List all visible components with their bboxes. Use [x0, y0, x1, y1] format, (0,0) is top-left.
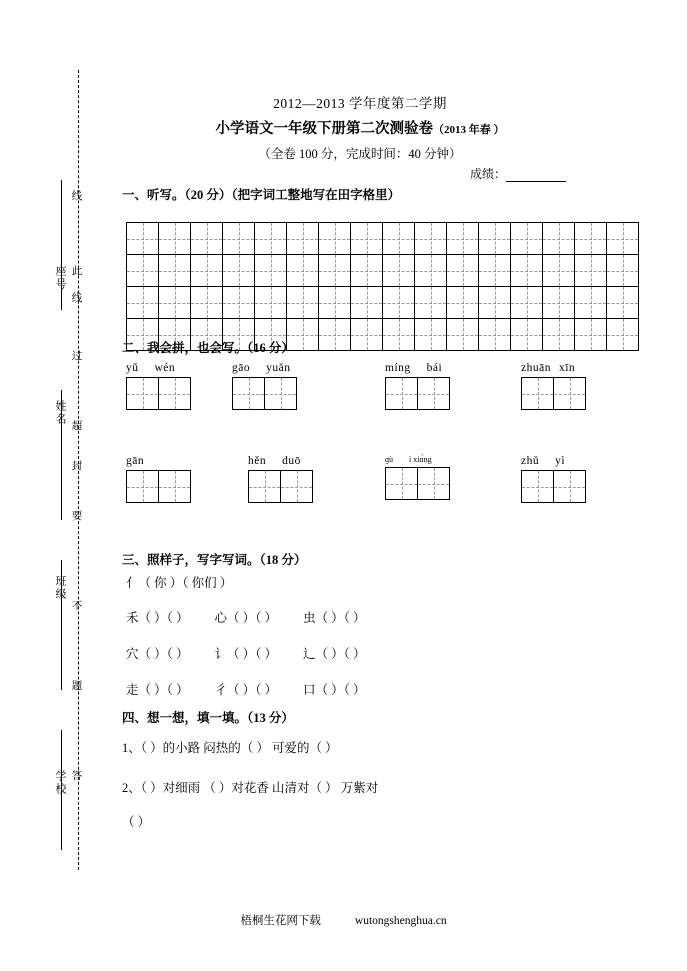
pinyin-label [232, 362, 297, 374]
seal-label-name: 姓名 [54, 400, 66, 426]
pinyin-group-1[interactable] [126, 362, 191, 410]
dictation-cell[interactable] [478, 254, 511, 287]
pinyin-group-5[interactable] [126, 455, 191, 503]
dictation-cell[interactable] [606, 222, 639, 255]
dictation-cell[interactable] [350, 222, 383, 255]
pinyin-syllable-a: gān [126, 455, 145, 467]
dictation-cell[interactable] [574, 254, 607, 287]
answer-cell[interactable] [280, 470, 313, 503]
score-blank[interactable] [506, 169, 566, 182]
dictation-cell[interactable] [222, 222, 255, 255]
answer-cell[interactable] [521, 470, 554, 503]
school-year-term: 2012—2013 学年度第二学期 [273, 96, 447, 111]
radical-row-2[interactable] [126, 644, 366, 662]
pinyin-label [126, 362, 191, 374]
pinyin-syllable-a: gāo [232, 362, 251, 374]
pinyin-label [521, 362, 586, 374]
pinyin-label [385, 455, 450, 464]
dictation-cell[interactable] [542, 286, 575, 319]
radical-item[interactable]: 虫（ ）（ ） [303, 611, 366, 625]
dictation-cell[interactable] [606, 318, 639, 351]
fill-line-3[interactable]: （ ） [122, 815, 151, 829]
pinyin-syllable-b: duō [282, 455, 301, 467]
radical-row-3[interactable] [126, 680, 366, 698]
dictation-cell[interactable] [286, 254, 319, 287]
pinyin-answer-boxes[interactable] [521, 377, 586, 410]
pinyin-group-4[interactable] [521, 362, 586, 410]
answer-cell[interactable] [417, 467, 450, 500]
dictation-cell[interactable] [158, 286, 191, 319]
exam-info: （全卷 100 分，完成时间：40 分钟） [258, 147, 462, 161]
section-1-title: 一、听写。（20 分）（把字词工整地写在田字格里） [122, 188, 401, 202]
dictation-grid[interactable] [126, 222, 639, 351]
pinyin-syllable-a: zhǔ [521, 455, 540, 467]
dictation-cell[interactable] [190, 254, 223, 287]
dictation-grid-row[interactable] [126, 286, 639, 319]
answer-cell[interactable] [126, 470, 159, 503]
pinyin-syllable-a: ɡù [385, 455, 393, 464]
radical-item[interactable]: 辶（ ）（ ） [303, 647, 366, 661]
dictation-cell[interactable] [254, 286, 287, 319]
seal-notice-char-9: 题 [70, 680, 82, 693]
dictation-cell[interactable] [478, 318, 511, 351]
pinyin-label [521, 455, 586, 467]
pinyin-answer-boxes[interactable] [248, 470, 313, 503]
answer-cell[interactable] [232, 377, 265, 410]
dictation-cell[interactable] [126, 222, 159, 255]
pinyin-syllable-a: míng [385, 362, 411, 374]
radical-item[interactable]: 禾（ ）（ ） [126, 611, 189, 625]
radical-item[interactable]: 口（ ）（ ） [303, 683, 366, 697]
section-2-title: 二、我会拼，也会写。（16 分） [122, 341, 294, 355]
dictation-cell[interactable] [350, 286, 383, 319]
pinyin-syllable-b: ì xiɑ̀ng [409, 455, 432, 464]
pinyin-answer-boxes[interactable] [126, 377, 191, 410]
pinyin-syllable-a: yǔ [126, 362, 139, 374]
pinyin-label [126, 455, 191, 467]
dictation-cell[interactable] [606, 286, 639, 319]
dictation-cell[interactable] [510, 318, 543, 351]
pinyin-syllable-b: xīn [558, 362, 576, 374]
dictation-cell[interactable] [126, 254, 159, 287]
seal-label-school: 学校 [54, 770, 66, 796]
pinyin-group-3[interactable] [385, 362, 450, 410]
footer-site-url: wutongshenghua.cn [354, 915, 447, 927]
answer-cell[interactable] [521, 377, 554, 410]
dictation-cell[interactable] [574, 318, 607, 351]
dictation-cell[interactable] [382, 254, 415, 287]
pinyin-group-2[interactable] [232, 362, 297, 410]
radical-item[interactable]: 穴（ ）（ ） [126, 647, 189, 661]
answer-cell[interactable] [158, 470, 191, 503]
dictation-cell[interactable] [382, 222, 415, 255]
dictation-cell[interactable] [318, 318, 351, 351]
pinyin-answer-boxes[interactable] [385, 467, 450, 500]
seal-notice-char-7: 要 [70, 510, 82, 523]
page-title-main: 小学语文一年级下册第二次测验卷 [215, 121, 433, 137]
pinyin-syllable-b: yì [555, 455, 566, 467]
pinyin-syllable-a: hěn [248, 455, 267, 467]
answer-cell[interactable] [385, 467, 418, 500]
dictation-cell[interactable] [478, 286, 511, 319]
dictation-cell[interactable] [318, 286, 351, 319]
pinyin-syllable-b: bái [426, 362, 443, 374]
dictation-cell[interactable] [350, 318, 383, 351]
seal-notice-char-10: 答 [70, 770, 82, 783]
pinyin-label [248, 455, 313, 467]
section-3-title: 三、照样子，写字写词。（18 分） [122, 553, 307, 567]
pinyin-label [385, 362, 450, 374]
seal-notice-char-6: 封 [70, 460, 82, 473]
answer-cell[interactable] [553, 377, 586, 410]
dictation-cell[interactable] [478, 222, 511, 255]
answer-cell[interactable] [417, 377, 450, 410]
seal-notice-char-3: 线 [70, 292, 82, 305]
pinyin-syllable-b: wén [154, 362, 176, 374]
section-4-title: 四、想一想，填一填。（13 分） [122, 711, 294, 725]
pinyin-group-7[interactable] [385, 455, 450, 500]
dictation-cell[interactable] [414, 254, 447, 287]
dictation-cell[interactable] [510, 286, 543, 319]
radical-item[interactable]: 走（ ）（ ） [126, 683, 189, 697]
dictation-cell[interactable] [542, 318, 575, 351]
page-title [120, 117, 600, 138]
dictation-cell[interactable] [318, 222, 351, 255]
dictation-cell[interactable] [574, 286, 607, 319]
dictation-cell[interactable] [542, 254, 575, 287]
pinyin-answer-boxes[interactable] [232, 377, 297, 410]
dictation-cell[interactable] [446, 318, 479, 351]
fill-line-2[interactable]: 2、（ ）对细雨 （ ）对花香 山清对（ ） 万紫对 [122, 781, 379, 795]
dictation-cell[interactable] [126, 286, 159, 319]
footer [0, 912, 687, 928]
page-title-sub: （2013 年春 ） [433, 124, 505, 136]
seal-label-seat-number: 座号 [54, 265, 66, 291]
dictation-cell[interactable] [286, 286, 319, 319]
dictation-grid-row[interactable] [126, 254, 639, 287]
dictation-cell[interactable] [158, 222, 191, 255]
dictation-cell[interactable] [510, 222, 543, 255]
seal-notice-char-1: 线 [70, 190, 82, 203]
answer-cell[interactable] [553, 470, 586, 503]
dictation-cell[interactable] [446, 286, 479, 319]
dictation-cell[interactable] [510, 254, 543, 287]
dictation-cell[interactable] [222, 286, 255, 319]
answer-cell[interactable] [248, 470, 281, 503]
dictation-cell[interactable] [286, 222, 319, 255]
pinyin-group-8[interactable] [521, 455, 586, 503]
dictation-cell[interactable] [350, 254, 383, 287]
pinyin-syllable-b: yuǎn [266, 362, 291, 374]
pinyin-answer-boxes[interactable] [521, 470, 586, 503]
answer-cell[interactable] [385, 377, 418, 410]
dictation-cell[interactable] [446, 254, 479, 287]
pinyin-group-6[interactable] [248, 455, 313, 503]
dictation-cell[interactable] [542, 222, 575, 255]
dictation-cell[interactable] [158, 254, 191, 287]
answer-cell[interactable] [158, 377, 191, 410]
dictation-cell[interactable] [414, 318, 447, 351]
dictation-cell[interactable] [606, 254, 639, 287]
seal-strip [56, 70, 96, 870]
seal-notice-char-5: 超 [70, 420, 82, 433]
dictation-cell[interactable] [414, 286, 447, 319]
seal-notice-char-4: 过 [70, 350, 82, 363]
dictation-cell[interactable] [318, 254, 351, 287]
footer-site-name: 梧桐生花网下载 [240, 915, 321, 927]
radical-item[interactable]: 讠（ ）（ ） [214, 647, 278, 661]
radical-item[interactable]: 心（ ）（ ） [214, 611, 278, 625]
radical-item[interactable]: 彳（ ）（ ） [214, 683, 278, 697]
dictation-cell[interactable] [222, 254, 255, 287]
answer-cell[interactable] [264, 377, 297, 410]
dictation-cell[interactable] [574, 222, 607, 255]
fill-line-1[interactable]: 1、（ ）的小路 闷热的（ ） 可爱的（ ） [122, 741, 338, 755]
dictation-cell[interactable] [254, 254, 287, 287]
answer-cell[interactable] [126, 377, 159, 410]
pinyin-answer-boxes[interactable] [385, 377, 450, 410]
dictation-grid-row[interactable] [126, 222, 639, 255]
pinyin-syllable-a: zhuān [521, 362, 551, 374]
seal-notice-char-8: 不 [70, 600, 82, 613]
radical-row-1[interactable] [126, 608, 366, 626]
dictation-cell[interactable] [414, 222, 447, 255]
score-field [470, 165, 566, 182]
dictation-cell[interactable] [446, 222, 479, 255]
dictation-cell[interactable] [254, 222, 287, 255]
pinyin-answer-boxes[interactable] [126, 470, 191, 503]
radical-example: 亻（ 你 ）（ 你们 ） [126, 576, 233, 590]
dictation-cell[interactable] [382, 286, 415, 319]
seal-label-class: 班级 [54, 575, 66, 601]
dictation-cell[interactable] [190, 286, 223, 319]
dictation-cell[interactable] [190, 222, 223, 255]
score-label: 成绩： [470, 167, 507, 181]
dictation-cell[interactable] [382, 318, 415, 351]
seal-notice-char-2: 此 [70, 265, 82, 278]
